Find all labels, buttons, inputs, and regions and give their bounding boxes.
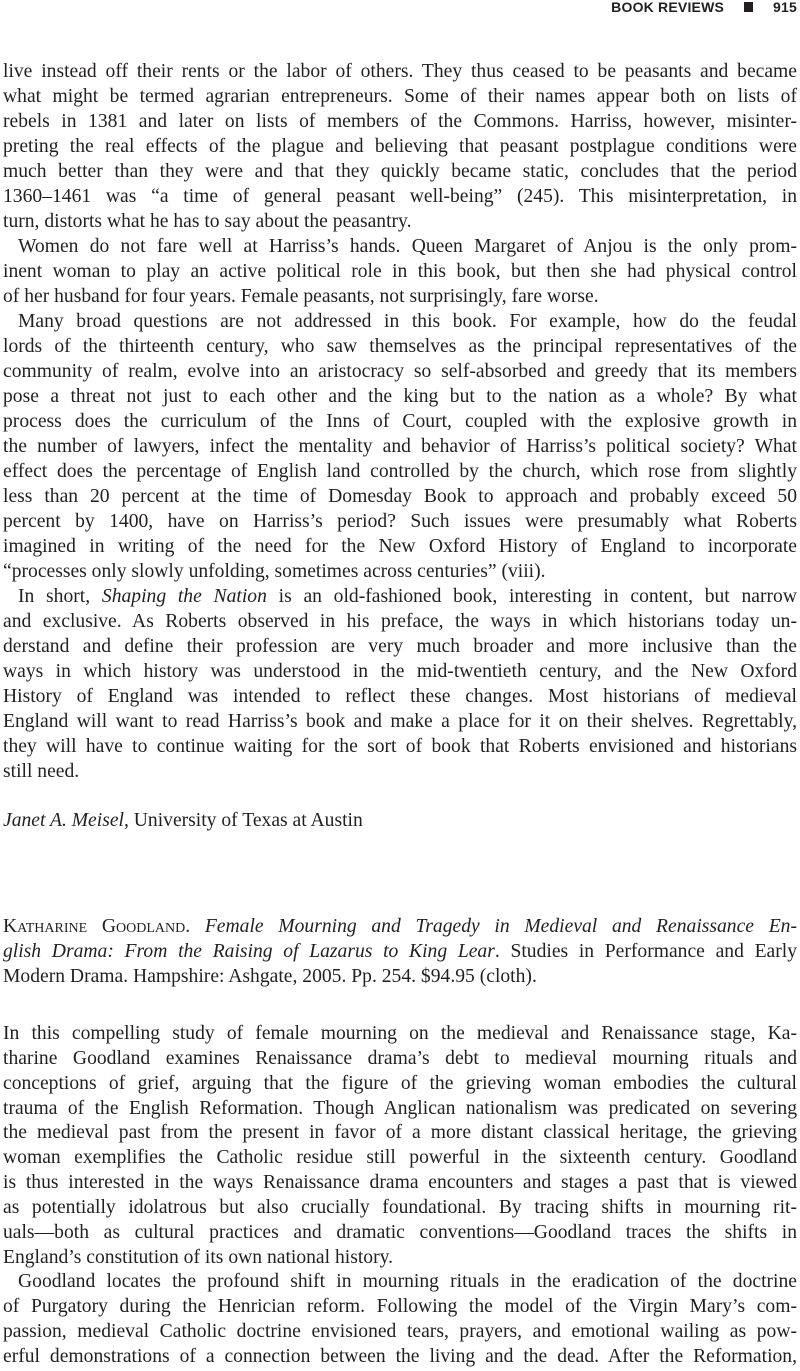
text-span: of her husband for four years. Female peasants, not surprisingly, fare worse. bbox=[3, 286, 599, 307]
text-line bbox=[3, 609, 797, 634]
text-line bbox=[3, 509, 797, 534]
running-head bbox=[611, 0, 797, 16]
text-line bbox=[3, 359, 797, 384]
text-line bbox=[3, 409, 797, 434]
paragraph bbox=[3, 234, 797, 309]
reviewer-signature bbox=[3, 808, 797, 833]
text-line bbox=[3, 259, 797, 284]
text-line bbox=[3, 634, 797, 659]
paragraph bbox=[3, 584, 797, 784]
text-span: what might be termed agrarian entrepreneurs. Some of their names appear both on lists of bbox=[3, 86, 797, 107]
text-line bbox=[3, 434, 797, 459]
text-line bbox=[3, 1047, 797, 1072]
text-line bbox=[3, 684, 797, 709]
text-line bbox=[3, 734, 797, 759]
text-line bbox=[3, 1246, 797, 1271]
paragraph bbox=[3, 1022, 797, 1270]
text-span: . Studies in Performance and Early bbox=[494, 941, 797, 962]
text-line bbox=[3, 334, 797, 359]
text-line bbox=[3, 1196, 797, 1221]
text-span: is thus interested in the ways Renaissance drama encounters and stages a past that is viewed bbox=[3, 1172, 797, 1194]
text-span: much better than they were and that they quickly became static, concludes that the period bbox=[3, 161, 797, 182]
text-span: community of realm, evolve into an aristocracy so self-absorbed and greedy that its members bbox=[3, 361, 797, 382]
text-span: of Purgatory during the Henrician reform. Following the model of the Virgin Mary’s com- bbox=[3, 1296, 797, 1318]
text-span: In short, bbox=[18, 586, 102, 607]
text-span: they will have to continue waiting for the sort of book that Roberts envisioned and historians bbox=[3, 736, 797, 757]
text-span: pose a threat not just to each other and the king but to the nation as a whole? By what bbox=[3, 386, 797, 407]
text-line bbox=[3, 1295, 797, 1320]
review-meisel-body bbox=[3, 59, 797, 784]
text-line bbox=[3, 284, 797, 309]
text-span: rebels in 1381 and later on lists of members of the Commons. Harriss, however, misinter- bbox=[3, 111, 797, 132]
text-line bbox=[3, 759, 797, 784]
section-title: BOOK REVIEWS bbox=[611, 0, 725, 15]
text-line bbox=[3, 1097, 797, 1122]
italic-text: Shaping the Nation bbox=[101, 586, 267, 607]
text-span: uals—both as cultural practices and dramatic conventions—Goodland traces the shifts in bbox=[3, 1221, 797, 1243]
text-span: imagined in writing of the need for the New Oxford History of England to incorporate bbox=[3, 536, 797, 557]
text-line bbox=[3, 84, 797, 109]
text-span: Modern Drama. Hampshire: Ashgate, 2005. Pp. 254. $94.95 (cloth). bbox=[3, 966, 537, 987]
text-line bbox=[3, 309, 797, 334]
book-citation bbox=[3, 914, 797, 989]
text-span: Goodland locates the profound shift in mourning rituals in the eradication of the doctrine bbox=[18, 1271, 797, 1293]
text-line bbox=[3, 584, 797, 609]
text-line bbox=[3, 109, 797, 134]
text-span: England’s constitution of its own national history. bbox=[3, 1246, 394, 1268]
text-span: History of England was intended to reflect these changes. Most historians of medieval bbox=[3, 686, 797, 707]
text-span: In this compelling study of female mourning on the medieval and Renaissance stage, Ka- bbox=[3, 1023, 797, 1044]
text-line bbox=[3, 184, 797, 209]
text-span: trauma of the English Reformation. Though Anglican nationalism was predicated on severing bbox=[3, 1097, 797, 1119]
text-span: effect does the percentage of English land controlled by the church, which rose from slightly bbox=[3, 461, 797, 482]
text-span: the number of lawyers, infect the mentality and behavior of Harriss’s political society? What bbox=[3, 436, 797, 457]
text-line bbox=[3, 159, 797, 184]
italic-text: glish Drama: From the Raising of Lazarus to King Lear bbox=[3, 941, 495, 962]
text-line bbox=[3, 1146, 797, 1171]
text-span: passion, medieval Catholic doctrine envisioned tears, prayers, and emotional wailing as pow- bbox=[3, 1321, 797, 1343]
text-span: . bbox=[185, 916, 205, 937]
text-span: preting the real effects of the plague and believing that peasant postplague conditions were bbox=[3, 136, 797, 157]
text-line bbox=[3, 659, 797, 684]
text-line bbox=[3, 534, 797, 559]
text-line bbox=[3, 964, 797, 989]
text-span: inent woman to play an active political role in this book, but then she had physical control bbox=[3, 261, 797, 282]
text-span: 1360–1461 was “a time of general peasant well-being” (245). This misinterpretation, in bbox=[3, 186, 797, 207]
text-line bbox=[3, 384, 797, 409]
paragraph bbox=[3, 1270, 797, 1369]
text-span: woman exemplifies the Catholic residue still powerful in the sixteenth century. Goodland bbox=[3, 1147, 797, 1169]
text-line bbox=[3, 1171, 797, 1196]
text-span: process does the curriculum of the Inns of Court, coupled with the explosive growth in bbox=[3, 411, 797, 432]
text-span: percent by 1400, have on Harriss’s period? Such issues were presumably what Roberts bbox=[3, 511, 797, 532]
text-span: and exclusive. As Roberts observed in his preface, the ways in which historians today un- bbox=[3, 611, 797, 632]
text-line bbox=[3, 1072, 797, 1097]
text-span: erful demonstrations of a connection between the living and the dead. After the Reformation, bbox=[3, 1345, 797, 1367]
citation-text bbox=[3, 914, 797, 989]
text-span: derstand and define their profession are very much broader and more inclusive than the bbox=[3, 636, 797, 657]
text-span: Many broad questions are not addressed in this book. For example, how do the feudal bbox=[18, 311, 797, 332]
text-line bbox=[3, 484, 797, 509]
text-span: conceptions of grief, arguing that the figure of the grieving woman embodies the cultural bbox=[3, 1072, 797, 1094]
text-span: is an old-fashioned book, interesting in content, but narrow bbox=[266, 586, 797, 607]
text-span: “processes only slowly unfolding, sometimes across centuries” (viii). bbox=[3, 561, 546, 582]
paragraph bbox=[3, 309, 797, 584]
text-line bbox=[3, 914, 797, 939]
page-number: 915 bbox=[773, 0, 797, 15]
text-span: turn, distorts what he has to say about the peasantry. bbox=[3, 211, 412, 232]
text-line bbox=[3, 234, 797, 259]
reviewer-name: Janet A. Meisel bbox=[3, 810, 124, 831]
square-separator-icon bbox=[744, 2, 753, 12]
text-line bbox=[3, 1221, 797, 1246]
text-line bbox=[3, 134, 797, 159]
text-line bbox=[3, 59, 797, 84]
paragraph bbox=[3, 59, 797, 234]
text-span: less than 20 percent at the time of Domesday Book to approach and probably exceed 50 bbox=[3, 486, 797, 507]
text-span: ways in which history was understood in the mid-twentieth century, and the New Oxford bbox=[3, 661, 797, 682]
text-span: live instead off their rents or the labor of others. They thus ceased to be peasants and became bbox=[3, 61, 797, 82]
text-line bbox=[3, 1022, 797, 1047]
text-line bbox=[3, 1345, 797, 1370]
text-line bbox=[3, 709, 797, 734]
text-span: still need. bbox=[3, 761, 80, 782]
text-span: Women do not fare well at Harriss’s hands. Queen Margaret of Anjou is the only prom- bbox=[18, 236, 797, 257]
text-line bbox=[3, 559, 797, 584]
text-line bbox=[3, 1270, 797, 1295]
italic-text: Female Mourning and Tragedy in Medieval and Renaissance En- bbox=[204, 916, 798, 937]
text-span: lords of the thirteenth century, who saw themselves as the principal representatives of the bbox=[3, 336, 797, 357]
text-line bbox=[3, 459, 797, 484]
reviewer-affiliation: , University of Texas at Austin bbox=[123, 810, 363, 831]
text-line bbox=[3, 1121, 797, 1146]
text-span: England will want to read Harriss’s book and make a place for it on their shelves. Regrettably, bbox=[3, 711, 797, 732]
review-goodland-body bbox=[3, 1022, 797, 1370]
text-line bbox=[3, 939, 797, 964]
text-span: as potentially idolatrous but also crucially foundational. By tracing shifts in mourning rit- bbox=[3, 1196, 797, 1218]
text-line bbox=[3, 209, 797, 234]
text-span: the medieval past from the present in favor of a more distant classical heritage, the grieving bbox=[3, 1122, 797, 1144]
author-name: Katharine Goodland bbox=[3, 916, 186, 937]
text-span: tharine Goodland examines Renaissance drama’s debt to medieval mourning rituals and bbox=[3, 1047, 797, 1069]
text-line bbox=[3, 1320, 797, 1345]
